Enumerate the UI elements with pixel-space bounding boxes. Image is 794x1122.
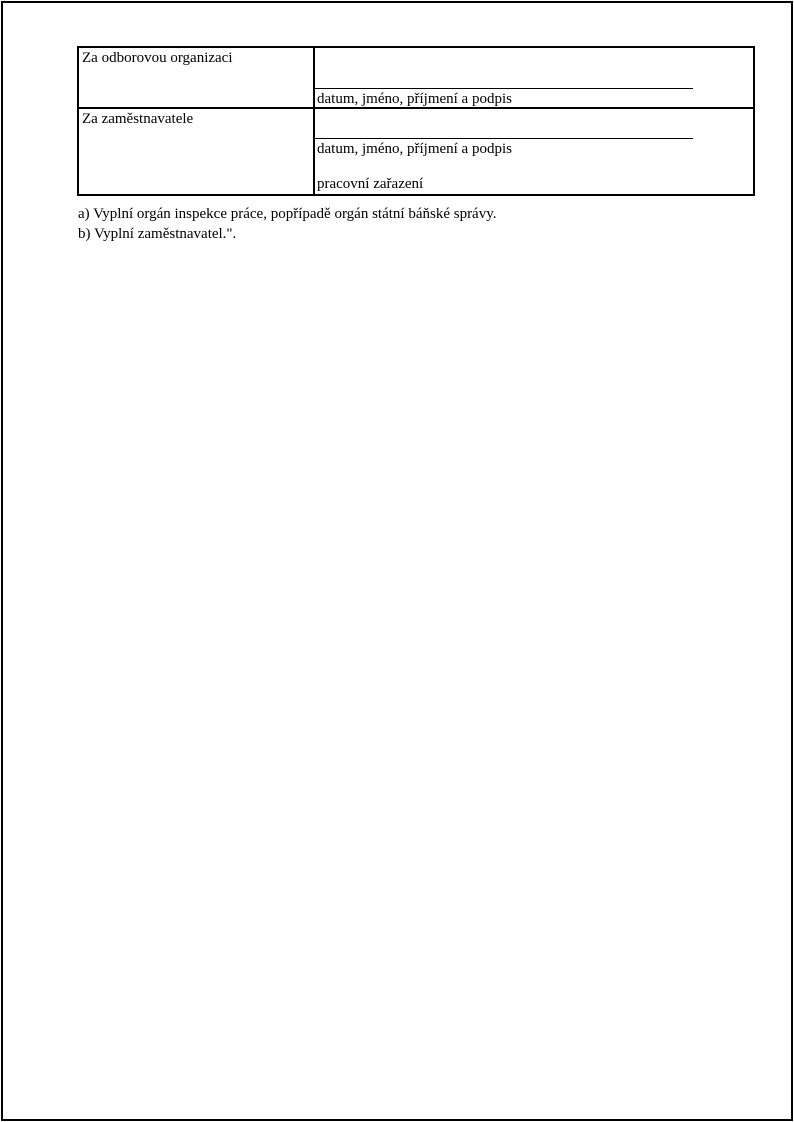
position-caption: pracovní zařazení bbox=[317, 176, 424, 192]
signature-space bbox=[315, 48, 753, 88]
table-row-employer bbox=[79, 107, 753, 194]
table-row-union bbox=[79, 48, 753, 107]
party-cell-union: Za odborovou organizaci bbox=[79, 48, 315, 107]
party-cell-employer: Za zaměstnavatele bbox=[79, 109, 315, 194]
footnote-b: b) Vyplní zaměstnavatel.". bbox=[78, 226, 237, 242]
footnotes-block bbox=[78, 204, 497, 244]
signature-table bbox=[77, 46, 755, 196]
signature-space bbox=[315, 109, 753, 138]
footnote-a: a) Vyplní orgán inspekce práce, popřípadě orgán státní báňské správy. bbox=[78, 206, 497, 222]
signature-caption: datum, jméno, příjmení a podpis bbox=[317, 91, 512, 107]
signature-caption: datum, jméno, příjmení a podpis bbox=[317, 141, 512, 157]
signature-cell-union bbox=[315, 48, 753, 107]
signature-cell-employer bbox=[315, 109, 753, 194]
